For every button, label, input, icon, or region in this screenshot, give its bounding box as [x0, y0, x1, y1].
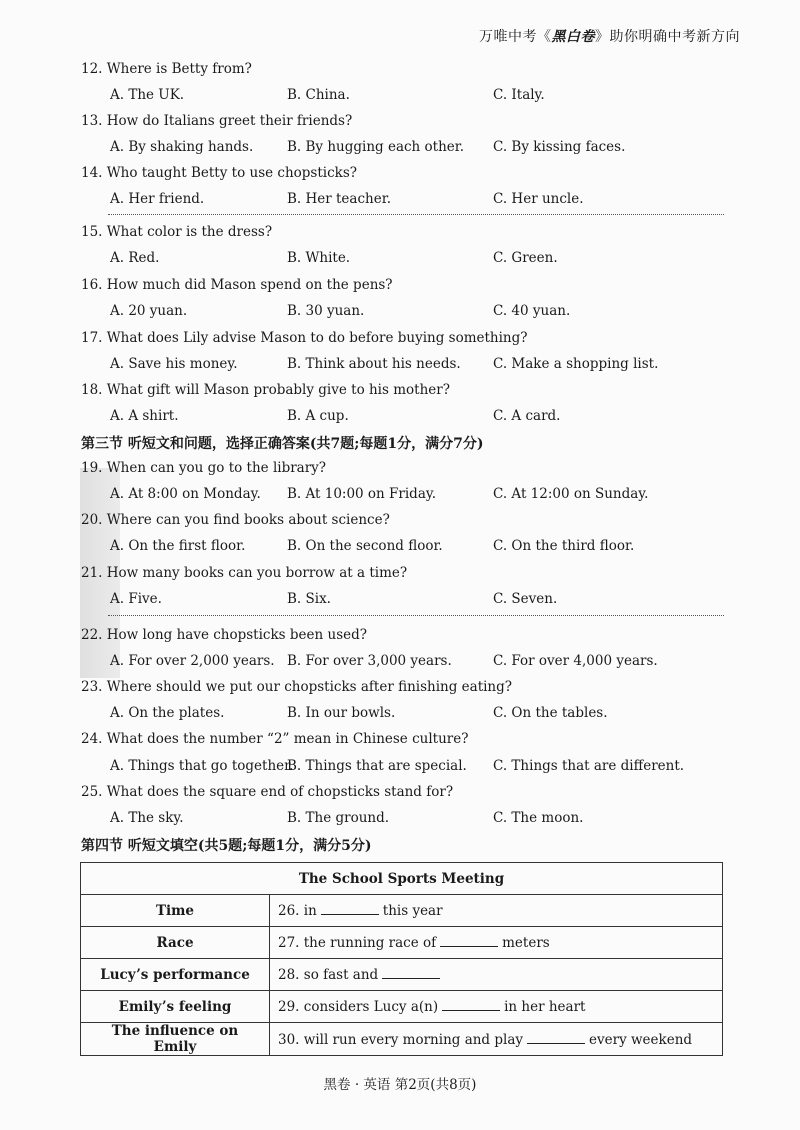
- table-title: The School Sports Meeting: [81, 863, 723, 895]
- row-label: The influence on Emily: [81, 1023, 270, 1056]
- answer-blank-27[interactable]: [440, 934, 498, 947]
- question-23: 23. Where should we put our chopsticks after finishing eating?: [81, 679, 513, 695]
- row-post: this year: [382, 903, 443, 919]
- page-footer: 黑卷 · 英语 第2页(共8页): [323, 1077, 477, 1093]
- option-21-c: C. Seven.: [493, 591, 558, 607]
- option-25-b: B. The ground.: [287, 810, 390, 826]
- table-row: [81, 1023, 723, 1056]
- question-25: 25. What does the square end of chopsticks stand for?: [81, 784, 454, 800]
- sports-meeting-table: [80, 862, 723, 1056]
- option-19-c: C. At 12:00 on Sunday.: [493, 486, 649, 502]
- table-row: [81, 991, 723, 1023]
- question-17: 17. What does Lily advise Mason to do before buying something?: [81, 330, 528, 346]
- question-15: 15. What color is the dress?: [81, 224, 273, 240]
- question-18: 18. What gift will Mason probably give to his mother?: [81, 382, 450, 398]
- option-21-b: B. Six.: [287, 591, 331, 607]
- row-pre: 26. in: [278, 903, 317, 919]
- option-23-b: B. In our bowls.: [287, 705, 396, 721]
- option-20-b: B. On the second floor.: [287, 538, 443, 554]
- answer-blank-26[interactable]: [321, 902, 379, 915]
- option-16-b: B. 30 yuan.: [287, 303, 365, 319]
- option-22-b: B. For over 3,000 years.: [287, 653, 452, 669]
- option-24-a: A. Things that go together.: [110, 758, 294, 774]
- option-18-b: B. A cup.: [287, 408, 349, 424]
- page-header: [479, 26, 740, 46]
- dotted-divider: [108, 615, 724, 616]
- row-label: Emily’s feeling: [81, 991, 270, 1023]
- option-17-b: B. Think about his needs.: [287, 356, 461, 372]
- option-21-a: A. Five.: [110, 591, 162, 607]
- row-label: Lucy’s performance: [81, 959, 270, 991]
- row-post: in her heart: [504, 999, 586, 1015]
- row-content: [270, 959, 723, 991]
- option-14-c: C. Her uncle.: [493, 191, 584, 207]
- option-14-a: A. Her friend.: [110, 191, 205, 207]
- row-label: Time: [81, 895, 270, 927]
- header-brand: 黑白卷: [551, 29, 595, 45]
- option-17-a: A. Save his money.: [110, 356, 238, 372]
- option-24-c: C. Things that are different.: [493, 758, 685, 774]
- option-13-b: B. By hugging each other.: [287, 139, 465, 155]
- option-24-b: B. Things that are special.: [287, 758, 467, 774]
- answer-blank-30[interactable]: [527, 1031, 585, 1044]
- dotted-divider: [108, 214, 724, 215]
- option-19-b: B. At 10:00 on Friday.: [287, 486, 436, 502]
- row-pre: 30. will run every morning and play: [278, 1031, 524, 1048]
- option-22-a: A. For over 2,000 years.: [110, 653, 275, 669]
- question-21: 21. How many books can you borrow at a time?: [81, 565, 408, 581]
- option-15-b: B. White.: [287, 250, 351, 266]
- option-12-b: B. China.: [287, 87, 350, 103]
- section-4-heading: 第四节 听短文填空(共5题;每题1分，满分5分): [81, 838, 372, 854]
- option-25-c: C. The moon.: [493, 810, 584, 826]
- option-12-c: C. Italy.: [493, 87, 545, 103]
- question-16: 16. How much did Mason spend on the pens?: [81, 277, 393, 293]
- header-prefix: 万唯中考《: [479, 29, 552, 45]
- row-pre: 27. the running race of: [278, 935, 437, 951]
- row-content: [270, 927, 723, 959]
- row-post: every weekend: [589, 1031, 693, 1048]
- option-13-a: A. By shaking hands.: [110, 139, 254, 155]
- option-18-c: C. A card.: [493, 408, 561, 424]
- question-13: 13. How do Italians greet their friends?: [81, 113, 353, 129]
- row-pre: 28. so fast and: [278, 967, 379, 983]
- table-row: [81, 927, 723, 959]
- option-16-a: A. 20 yuan.: [110, 303, 188, 319]
- option-17-c: C. Make a shopping list.: [493, 356, 659, 372]
- section-3-heading: 第三节 听短文和问题，选择正确答案(共7题;每题1分，满分7分): [81, 436, 484, 452]
- row-content: [270, 1023, 723, 1056]
- option-15-a: A. Red.: [110, 250, 160, 266]
- option-16-c: C. 40 yuan.: [493, 303, 571, 319]
- answer-blank-29[interactable]: [442, 998, 500, 1011]
- question-22: 22. How long have chopsticks been used?: [81, 627, 367, 643]
- option-14-b: B. Her teacher.: [287, 191, 391, 207]
- header-suffix: 》助你明确中考新方向: [595, 29, 740, 45]
- question-24: 24. What does the number “2” mean in Chinese culture?: [81, 731, 469, 747]
- option-20-a: A. On the first floor.: [110, 538, 246, 554]
- option-23-a: A. On the plates.: [110, 705, 225, 721]
- option-18-a: A. A shirt.: [110, 408, 179, 424]
- question-14: 14. Who taught Betty to use chopsticks?: [81, 165, 357, 181]
- row-post: meters: [502, 935, 550, 951]
- option-12-a: A. The UK.: [110, 87, 185, 103]
- row-pre: 29. considers Lucy a(n): [278, 999, 439, 1015]
- option-23-c: C. On the tables.: [493, 705, 608, 721]
- table-row: [81, 959, 723, 991]
- row-content: [270, 991, 723, 1023]
- row-label: Race: [81, 927, 270, 959]
- option-25-a: A. The sky.: [110, 810, 184, 826]
- row-content: [270, 895, 723, 927]
- table-title-row: [81, 863, 723, 895]
- answer-blank-28[interactable]: [382, 966, 440, 979]
- option-20-c: C. On the third floor.: [493, 538, 635, 554]
- option-22-c: C. For over 4,000 years.: [493, 653, 658, 669]
- option-19-a: A. At 8:00 on Monday.: [110, 486, 261, 502]
- question-19: 19. When can you go to the library?: [81, 460, 327, 476]
- option-13-c: C. By kissing faces.: [493, 139, 626, 155]
- question-12: 12. Where is Betty from?: [81, 61, 252, 77]
- option-15-c: C. Green.: [493, 250, 558, 266]
- question-20: 20. Where can you find books about science?: [81, 512, 390, 528]
- table-row: [81, 895, 723, 927]
